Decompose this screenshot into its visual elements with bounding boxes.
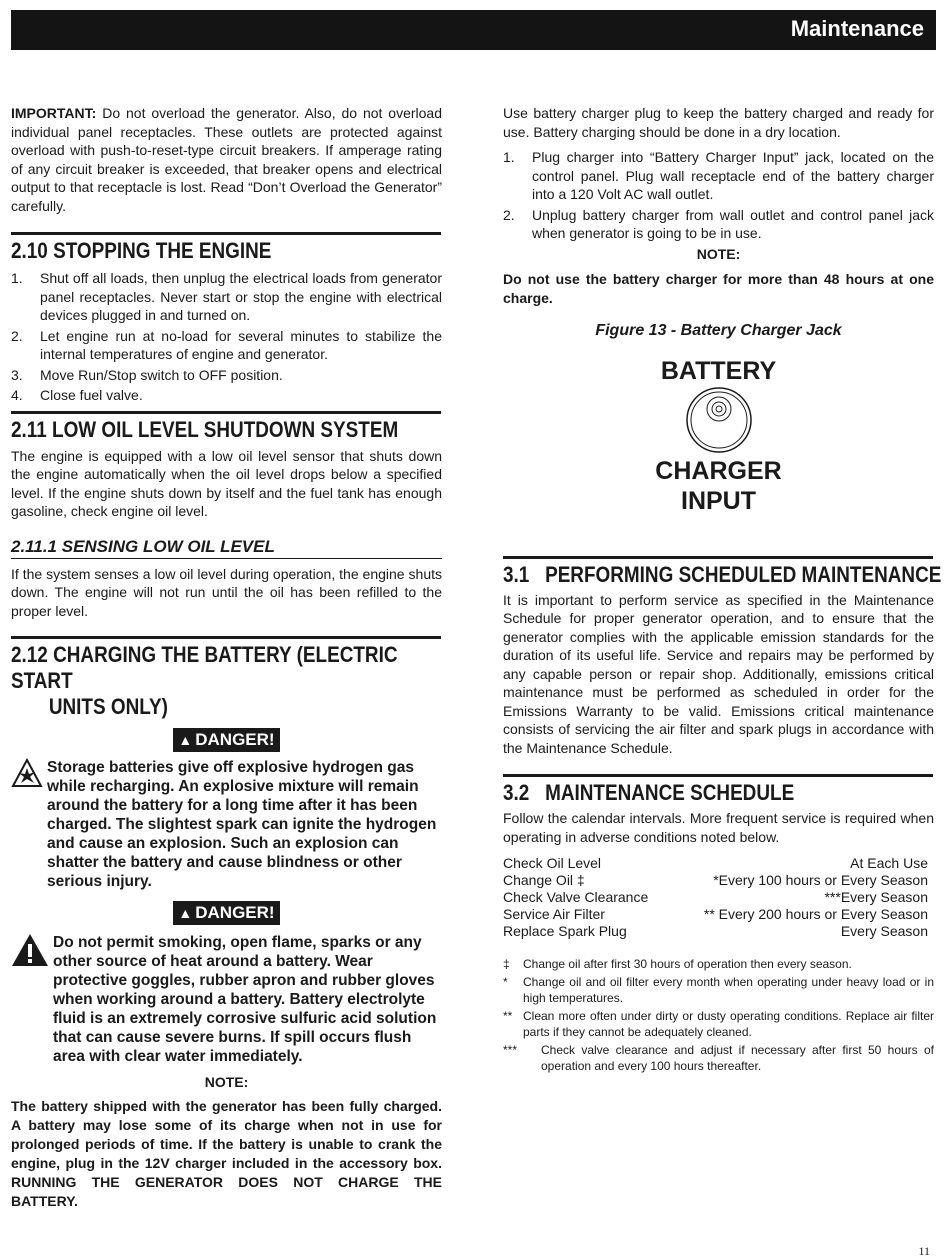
section-3-1-heading: 3.1 PERFORMING SCHEDULED MAINTENANCE (503, 556, 933, 588)
danger-acid-block (11, 933, 442, 1066)
schedule-footnotes (503, 956, 934, 1074)
step-text: Let engine run at no-load for several minutes to stabilize the internal temperatures of engine and generator. (40, 327, 442, 362)
footnote-mark: * (503, 975, 508, 989)
section-2-10-heading: 2.10 STOPPING THE ENGINE (11, 232, 441, 264)
charger-jack-icon (685, 386, 753, 454)
stopping-steps-list (11, 269, 442, 405)
section-2-12-heading (11, 636, 441, 720)
note-text: Do not use the battery charger for more than 48 hours at one charge. (503, 270, 934, 306)
list-item (503, 148, 934, 204)
step-text: Shut off all loads, then unplug the electrical loads from generator panel receptacles. Never start or stop the engine with electrical devices plugged in and turned on. (40, 270, 442, 323)
step-number: 2. (11, 327, 23, 344)
important-paragraph (11, 104, 442, 215)
list-item (11, 366, 442, 385)
danger-explosion-block (11, 758, 442, 891)
schedule-task: Check Oil Level (503, 855, 602, 871)
danger-label-text: DANGER! (195, 903, 275, 922)
schedule-interval: ***Every Season (824, 889, 928, 905)
footnote-text: Change oil after first 30 hours of operation then every season. (523, 957, 852, 971)
warning-triangle-icon: ▲ (178, 905, 193, 921)
section-2-11-heading: 2.11 LOW OIL LEVEL SHUTDOWN SYSTEM (11, 411, 441, 443)
section-3-1-text: It is important to perform service as specified in the Maintenance Schedule for proper generator operation, and to ensure that the generator complies with the applicable emission standards for the duration of its useful life. Service and repairs may be performed by any capable person or repair shop. Additionally, emissions critical maintenance must be performed as scheduled in order for the Emissions Warranty to be valid. Emissions critical maintenance consists of servicing the air filter and spark plugs in accordance with the Maintenance Schedule. (503, 591, 934, 756)
footnote (503, 956, 934, 972)
header-bar (11, 10, 936, 50)
step-text: Unplug battery charger from wall outlet and control panel jack when generator is going to be in use. (532, 206, 934, 241)
figure-caption: Figure 13 - Battery Charger Jack (595, 321, 842, 339)
footnote (503, 1042, 934, 1074)
footnote-mark: ‡ (503, 957, 510, 971)
list-item (11, 269, 442, 325)
page-title: Maintenance (790, 16, 924, 41)
footnote-text: Clean more often under dirty or dusty operating conditions. Replace air filter parts if they cannot be adequately cleaned. (523, 1009, 934, 1039)
section-3-2-text: Follow the calendar intervals. More frequent service is required when operating in adverse conditions noted below. (503, 810, 934, 845)
footnote (503, 1008, 934, 1040)
section-2-12-title-line2: UNITS ONLY) (48, 694, 168, 719)
table-row (503, 906, 928, 923)
step-text: Move Run/Stop switch to OFF position. (40, 366, 283, 383)
step-number: 4. (11, 387, 23, 403)
table-row (503, 855, 928, 872)
schedule-interval: ** Every 200 hours or Every Season (703, 906, 928, 922)
schedule-interval: *Every 100 hours or Every Season (713, 872, 928, 888)
step-number: 1. (503, 149, 515, 165)
step-number: 1. (11, 270, 23, 286)
section-2-11-text: The engine is equipped with a low oil level sensor that shuts down the engine automatically when the oil level drops below a specified level. If the engine shuts down by itself and the fuel tank has enough gasoline, check engine oil level. (11, 447, 442, 519)
section-3-2-heading: 3.2 MAINTENANCE SCHEDULE (503, 774, 933, 806)
danger-label (173, 901, 279, 925)
step-text: Close fuel valve. (40, 387, 143, 403)
warning-triangle-icon: ▲ (178, 732, 193, 748)
left-column (11, 100, 442, 1211)
figure-label-battery: BATTERY (660, 356, 777, 385)
footnote-text: Change oil and oil filter every month when operating under heavy load or in high temperatures. (523, 975, 934, 1005)
danger-label-1-wrap (11, 728, 442, 752)
step-number: 3. (11, 366, 23, 383)
charger-intro-text: Use battery charger plug to keep the battery charged and ready for use. Battery charging should be done in a dry location. (503, 105, 934, 140)
list-item (11, 327, 442, 364)
list-item (503, 206, 934, 243)
note-label: NOTE: (204, 1074, 249, 1090)
important-label: IMPORTANT: (11, 105, 97, 121)
footnote-mark: *** (503, 1043, 518, 1057)
section-2-11-1-heading: 2.11.1 SENSING LOW OIL LEVEL (11, 537, 442, 559)
footnote (503, 974, 934, 1006)
danger-explosion-text: Storage batteries give off explosive hydrogen gas while recharging. An explosive mixture will remain around the battery for a long time after it has been charged. The slightest spark can ignite the hydrogen and cause an explosion. Such an explosion can shatter the battery and cause blindness or other serious injury. (47, 759, 437, 890)
note-label: NOTE: (696, 245, 741, 262)
schedule-task: Replace Spark Plug (503, 923, 627, 939)
figure-label-input: INPUT (681, 486, 756, 515)
footnote-text: Check valve clearance and adjust if necessary after first 50 hours of operation and every 100 hours thereafter. (541, 1043, 934, 1073)
explosion-hazard-icon (11, 758, 47, 793)
list-item (11, 386, 442, 405)
step-text: Plug charger into “Battery Charger Input” jack, located on the control panel. Plug wall receptacle end of the battery charger into a 120 Volt AC wall outlet. (532, 149, 934, 202)
schedule-interval: Every Season (840, 923, 928, 939)
step-number: 2. (503, 206, 515, 223)
section-2-11-1-text: If the system senses a low oil level during operation, the engine shuts down. The engine will not run until the oil has been refilled to the proper level. (11, 565, 442, 619)
exclamation-hazard-icon (11, 933, 53, 972)
important-text: Do not overload the generator. Also, do not overload individual panel receptacles. These outlets are protected against overload with push-to-reset-type circuit breakers. If amperage rating of any circuit breaker is exceeded, that breaker opens and electrical output to that receptacle is lost. Read “Don’t Overload the Generator” carefully. (11, 105, 443, 214)
danger-label-2-wrap (11, 901, 442, 925)
battery-charger-figure (503, 356, 934, 516)
right-column (503, 100, 942, 1076)
schedule-task: Service Air Filter (503, 906, 605, 922)
schedule-task: Check Valve Clearance (503, 889, 649, 905)
table-row (503, 872, 928, 889)
note-text: The battery shipped with the generator has been fully charged. A battery may lose some of its charge when not in use for prolonged periods of time. If the battery is unable to crank the engine, plug in the 12V charger included in the accessory box. RUNNING THE GENERATOR DOES NOT CHARGE THE BATTERY. (11, 1098, 442, 1209)
table-row (503, 889, 928, 906)
figure-label-charger: CHARGER (655, 456, 782, 485)
schedule-task: Change Oil ‡ (503, 872, 585, 888)
danger-acid-text: Do not permit smoking, open flame, sparks or any other source of heat around a battery. Wear protective goggles, rubber apron and rubber gloves when working around a battery. Battery electrolyte fluid is an extremely corrosive sulfuric acid solution that can cause severe burns. If spill occurs flush area with clear water immediately. (53, 934, 437, 1065)
schedule-interval: At Each Use (850, 855, 928, 871)
footnote-mark: ** (503, 1009, 513, 1023)
danger-label-text: DANGER! (195, 730, 275, 749)
section-2-12-title-line1: 2.12 CHARGING THE BATTERY (ELECTRIC START (11, 642, 398, 693)
table-row (503, 923, 928, 940)
page-number: 11 (918, 1244, 930, 1258)
danger-label (173, 728, 279, 752)
maintenance-schedule-table (503, 855, 928, 940)
charger-steps-list (503, 148, 934, 243)
